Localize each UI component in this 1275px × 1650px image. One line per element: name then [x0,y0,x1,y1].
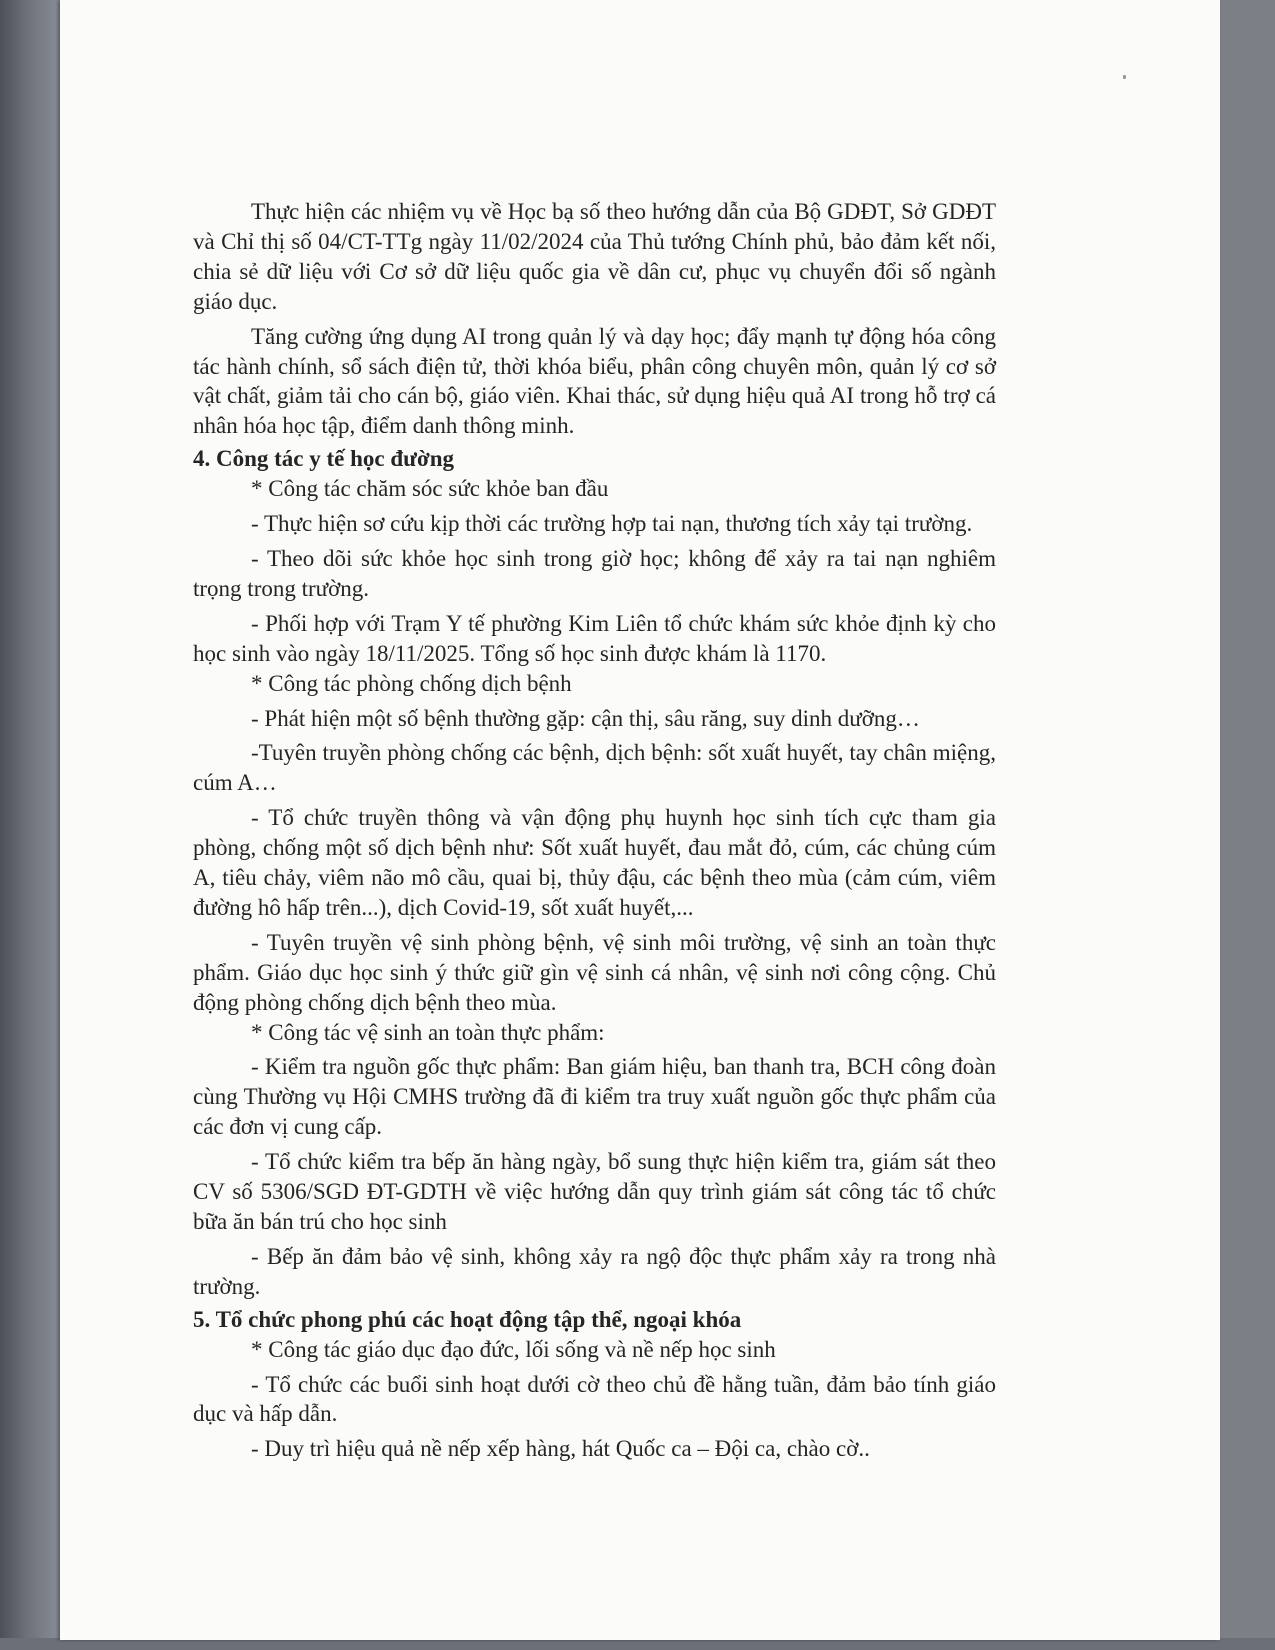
paragraph-parent-mobilization: - Tổ chức truyền thông và vận động phụ huynh học sinh tích cực tham gia phòng, chống một số dịch bệnh như: Sốt xuất huyết, đau mắt đỏ, cúm, các chủng cúm A, tiêu chảy, viêm não mô cầu, quai bị, thủy đậu, các bệnh theo mùa (cảm cúm, viêm đường hô hấp trên...), dịch Covid-19, sốt xuất huyết,... [193,805,996,920]
document-body [193,197,996,1464]
paragraph-food-origin-check: - Kiểm tra nguồn gốc thực phẩm: Ban giám hiệu, ban thanh tra, BCH công đoàn cùng Thường vụ Hội CMHS trường đã đi kiểm tra truy xuất nguồn gốc thực phẩm của các đơn vị cung cấp. [193,1054,996,1140]
subheading-primary-care: * Công tác chăm sóc sức khỏe ban đầu [251,476,609,502]
paragraph-discipline: - Duy trì hiệu quả nề nếp xếp hàng, hát Quốc ca – Đội ca, chào cờ.. [251,1436,870,1462]
paragraph-health-monitoring: - Theo dõi sức khỏe học sinh trong giờ học; không để xảy ra tai nạn nghiêm trọng trong trường. [193,545,996,601]
paper-speck [1123,75,1126,79]
subheading-food-safety: * Công tác vệ sinh an toàn thực phẩm: [251,1019,605,1045]
paragraph-health-checkup: - Phối hợp với Trạm Y tế phường Kim Liên tổ chức khám sức khỏe định kỳ cho học sinh vào ngày 18/11/2025. Tổng số học sinh được khám là 1170. [193,610,996,666]
paragraph-digital-records: Thực hiện các nhiệm vụ về Học bạ số theo hướng dẫn của Bộ GDĐT, Sở GDĐT và Chỉ thị số 04/CT-TTg ngày 11/02/2024 của Thủ tướng Chính phủ, bảo đảm kết nối, chia sẻ dữ liệu với Cơ sở dữ liệu quốc gia về dân cư, phục vụ chuyển đổi số ngành giáo dục. [193,199,996,314]
paragraph-disease-propaganda: -Tuyên truyền phòng chống các bệnh, dịch bệnh: sốt xuất huyết, tay chân miệng, cúm A… [193,740,996,796]
paragraph-first-aid: - Thực hiện sơ cứu kịp thời các trường hợp tai nạn, thương tích xảy tại trường. [251,511,973,537]
paragraph-flag-ceremony: - Tổ chức các buổi sinh hoạt dưới cờ theo chủ đề hằng tuần, đảm bảo tính giáo dục và hấp dẫn. [193,1371,996,1427]
paragraph-kitchen-inspection: - Tổ chức kiểm tra bếp ăn hàng ngày, bổ sung thực hiện kiểm tra, giám sát theo CV số 5306/SGD ĐT-GDTH về việc hướng dẫn quy trình giám sát công tác tổ chức bữa ăn bán trú cho học sinh [193,1149,996,1234]
section-heading-extracurricular: 5. Tổ chức phong phú các hoạt động tập thể, ngoại khóa [193,1306,742,1332]
paragraph-hygiene-propaganda: - Tuyên truyền vệ sinh phòng bệnh, vệ sinh môi trường, vệ sinh an toàn thực phẩm. Giáo dục học sinh ý thức giữ gìn vệ sinh cá nhân, vệ sinh nơi công cộng. Chủ động phòng chống dịch bệnh theo mùa. [193,929,996,1015]
section-heading-school-health: 4. Công tác y tế học đường [193,446,455,472]
subheading-moral-education: * Công tác giáo dục đạo đức, lối sống và nề nếp học sinh [251,1336,776,1362]
paragraph-ai-application: Tăng cường ứng dụng AI trong quản lý và dạy học; đẩy mạnh tự động hóa công tác hành chính, sổ sách điện tử, thời khóa biểu, phân công chuyên môn, quản lý cơ sở vật chất, giảm tải cho cán bộ, giáo viên. Khai thác, sử dụng hiệu quả AI trong hỗ trợ cá nhân hóa học tập, điểm danh thông minh. [193,323,996,439]
paragraph-kitchen-hygiene: - Bếp ăn đảm bảo vệ sinh, không xảy ra ngộ độc thực phẩm xảy ra trong nhà trường. [193,1243,996,1299]
paragraph-common-diseases: - Phát hiện một số bệnh thường gặp: cận thị, sâu răng, suy dinh dưỡng… [251,705,920,731]
scan-left-edge [0,0,62,1650]
subheading-disease-prevention: * Công tác phòng chống dịch bệnh [251,670,572,696]
